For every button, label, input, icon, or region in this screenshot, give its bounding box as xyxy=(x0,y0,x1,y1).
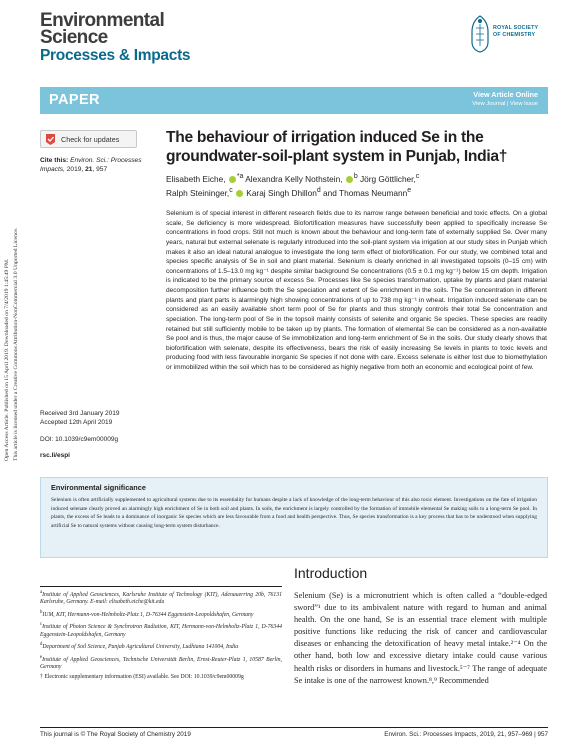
introduction-heading: Introduction xyxy=(294,565,368,581)
cite-label: Cite this: xyxy=(40,157,69,164)
affiliation-a-marker: a xyxy=(40,590,43,595)
article-type-band xyxy=(40,87,548,114)
rsc-crest-icon xyxy=(468,14,492,54)
author-3[interactable]: Jörg Göttlicher, xyxy=(359,173,416,184)
author-5-affil: d xyxy=(316,187,321,195)
journal-title-line3: Processes & Impacts xyxy=(40,47,191,64)
affiliation-d xyxy=(40,641,282,651)
significance-body: Selenium is often artificially supplemented to agricultural systems due to its essentiality for humans despite a lack of knowledge of the long-term behaviour of this also toxic element. Investigations on the fate of irrigation induced selenate clearly proved an alarmingly high enrichment of Se in both soil and plants. In soils, the enrichment is largely controlled by the formation of immobile elemental Se making soils to a long-term Se pool. In plants, the excess of Se leads to a dominance of inorganic Se species which are less favourable from a food and health perspective. Thus, Se species transformation is a key process that has to be understood when supplying artificial Se to natural systems without causing long-term system disturbance. xyxy=(51,497,537,529)
affiliation-d-text: Department of Soil Science, Punjab Agricultural University, Ludhiana 141004, India xyxy=(42,644,239,651)
affiliation-e-marker: e xyxy=(40,654,43,660)
rsc-logo-line1: ROYAL SOCIETY xyxy=(493,25,539,31)
affiliation-b-marker: b xyxy=(40,609,43,615)
check-for-updates-label: Check for updates xyxy=(61,134,120,144)
article-type-label: PAPER xyxy=(49,92,100,108)
author-1-affil: *a xyxy=(236,173,244,180)
doi-link[interactable]: DOI: 10.1039/c9em00009g xyxy=(40,436,119,443)
affiliation-c-marker: c xyxy=(40,622,43,628)
author-1[interactable]: Elisabeth Eiche, xyxy=(166,173,226,184)
open-access-line1[interactable]: Open Access Article. Published on 15 April 2019. Downloaded on 7/4/2019 1:45:49 PM. xyxy=(4,258,10,461)
cite-year: 2019, xyxy=(66,166,84,173)
affiliation-a xyxy=(40,589,282,607)
check-for-updates-icon xyxy=(45,133,56,146)
footer-citation: Environ. Sci.: Processes Impacts, 2019, 21, 957–969 | 957 xyxy=(384,731,548,738)
journal-short-link[interactable]: rsc.li/espi xyxy=(40,452,70,459)
accepted-date: Accepted 12th April 2019 xyxy=(40,419,113,426)
author-2-affil: b xyxy=(353,173,358,180)
citation-block xyxy=(40,156,150,174)
esi-note[interactable]: † Electronic supplementary information (ESI) available. See DOI: 10.1039/c9em00009g xyxy=(40,673,244,680)
cite-volume: 21 xyxy=(85,166,93,173)
author-6-affil: e xyxy=(407,187,412,195)
check-for-updates-button[interactable] xyxy=(40,130,137,148)
footer-copyright: This journal is © The Royal Society of Chemistry 2019 xyxy=(40,731,191,738)
introduction-section xyxy=(294,565,547,687)
affiliation-d-marker: d xyxy=(40,642,43,648)
affiliation-e xyxy=(40,654,282,672)
orcid-icon[interactable] xyxy=(236,190,243,197)
rsc-logo-line2: OF CHEMISTRY xyxy=(493,31,536,38)
cite-page: , 957 xyxy=(92,166,108,173)
author-4-affil: c xyxy=(229,187,233,195)
author-3-affil: c xyxy=(415,173,420,180)
affiliation-b xyxy=(40,609,282,619)
affiliation-a-text: Institute of Applied Geosciences, Karlsruhe Institute of Technology (KIT), Adenauerring 20b, 76131 Karlsruhe, Germany. E-mail: elisabeth.eiche@kit.edu xyxy=(40,591,282,606)
journal-title xyxy=(40,12,190,64)
author-4[interactable]: Ralph Steininger, xyxy=(166,187,230,198)
affiliations xyxy=(40,586,282,683)
open-access-line2[interactable]: This article is licensed under a Creative Commons Attribution-NonCommercial 3.0 Unported Licence. xyxy=(13,227,19,461)
orcid-icon[interactable] xyxy=(229,176,236,183)
author-2[interactable]: Alexandra Kelly Nothstein, xyxy=(245,173,343,184)
journal-title-line2: Science xyxy=(40,27,108,48)
rsc-logo[interactable] xyxy=(468,14,548,58)
cite-journal: Environ. Sci.: Processes Impacts, xyxy=(40,157,142,173)
footer-divider xyxy=(40,727,548,728)
received-date: Received 3rd January 2019 xyxy=(40,410,120,417)
affiliation-b-text: IUM, KIT, Hermann-von-Helmholtz-Platz 1, D-76344 Eggenstein-Leopoldshafen, Germany xyxy=(42,611,254,618)
author-6[interactable]: and Thomas Neumann xyxy=(323,187,408,198)
rsc-logo-text xyxy=(493,25,538,38)
environmental-significance-box xyxy=(40,477,548,558)
view-article-online-link[interactable]: View Article Online xyxy=(473,90,538,99)
abstract: Selenium is of special interest in different research fields due to its narrow range between beneficial and toxic effects. On a global scale, Se deficiency is more widespread. Biofortification measures have successfully been applied to specifically increase Se concentrations in food crops. Still not much is known about the behaviour and long-term fate of externally supplied Se. Over many years, natural but external selenate is regularly introduced into the soil-plant system via irrigation at our study sites in Punjab which makes it also an ideal natural analogue to investigate the long term effect of biofortification. For our study, we combined total and species specific analysis of Se in soil and plant material. Selenium is clearly enriched in all investigated topsoils (0–15 cm) with concentrations of 1.5–13.0 mg kg⁻¹ despite similar background Se concentrations (0.5 ± 0.1 mg kg⁻¹) below 15 cm depth. Irrigation is indicated to be the primary source of excess Se. Processes like Se species transformation, uptake by plants and plant material decomposition further influence both the Se speciation and extent of Se enrichment in the soils. The Se concentration in different plants and plant parts is alarmingly high showing concentrations of up to 738 mg kg⁻¹ in wheat. Irrigation induced selenate can be considered as an easily available short term pool of Se for plants and thus strongly controls their total Se concentration and speciation. The long-term pool of Se in the topsoil mainly consists of selenite and organic Se species. These species are readily retained but still sufficiently mobile to be taken up by plants. The formation of elemental Se can be considered as a non-available Se pool and is thus, the major cause of Se immobilization and long-term enrichment of Se in the soils. Our study clearly shows that biofortification with selenate, despite its effectiveness, bears the risk of easily increasing Se levels in plants to toxic levels and producing food with less favourable inorganic Se species if not done with care. Excess selenate is either lost due to biomethylation or immobilized within the soil which has to be considered as highly negative from both an economic and ecological point of few. xyxy=(166,210,547,371)
author-list xyxy=(166,171,546,199)
journal-title-line1: Environmental xyxy=(40,10,165,31)
article-title: The behaviour of irrigation induced Se in the groundwater-soil-plant system in Punjab, India† xyxy=(166,129,508,165)
significance-title: Environmental significance xyxy=(51,483,146,492)
introduction-body: Selenium (Se) is a micronutrient which is often called a “double-edged sword”¹ due to its ambivalent nature with regard to human and animal health. On the one hand, Se is an essential trace element with multiple positive functions like reducing the risk of cancer and cardiovascular diseases or enhancing the detoxification of heavy metal intake.²⁻⁴ On the other hand, both low and excessive dietary intake could cause various health risks or disorders in humans and livestock.⁵⁻⁷ The range of adequate Se intake is one of the narrowest known.⁸,⁹ Recommended xyxy=(294,591,547,685)
view-journal-issue-links[interactable]: View Journal | View Issue xyxy=(472,101,538,107)
affiliations-divider xyxy=(40,586,282,587)
article-history xyxy=(40,409,155,427)
open-access-note xyxy=(3,96,35,461)
author-5[interactable]: Karaj Singh Dhillon xyxy=(246,187,317,198)
affiliation-e-text: Institute of Applied Geosciences, Technische Universität Berlin, Ernst-Reuter-Platz 1, 10587 Berlin, Germany xyxy=(40,656,282,671)
orcid-icon[interactable] xyxy=(346,176,353,183)
affiliation-c xyxy=(40,621,282,639)
affiliation-c-text: Institute of Photon Science & Synchrotron Radiation, KIT, Hermann-von-Helmholtz-Platz 1, D-76344 Eggenstein-Leopoldshafen, Germany xyxy=(40,624,282,638)
